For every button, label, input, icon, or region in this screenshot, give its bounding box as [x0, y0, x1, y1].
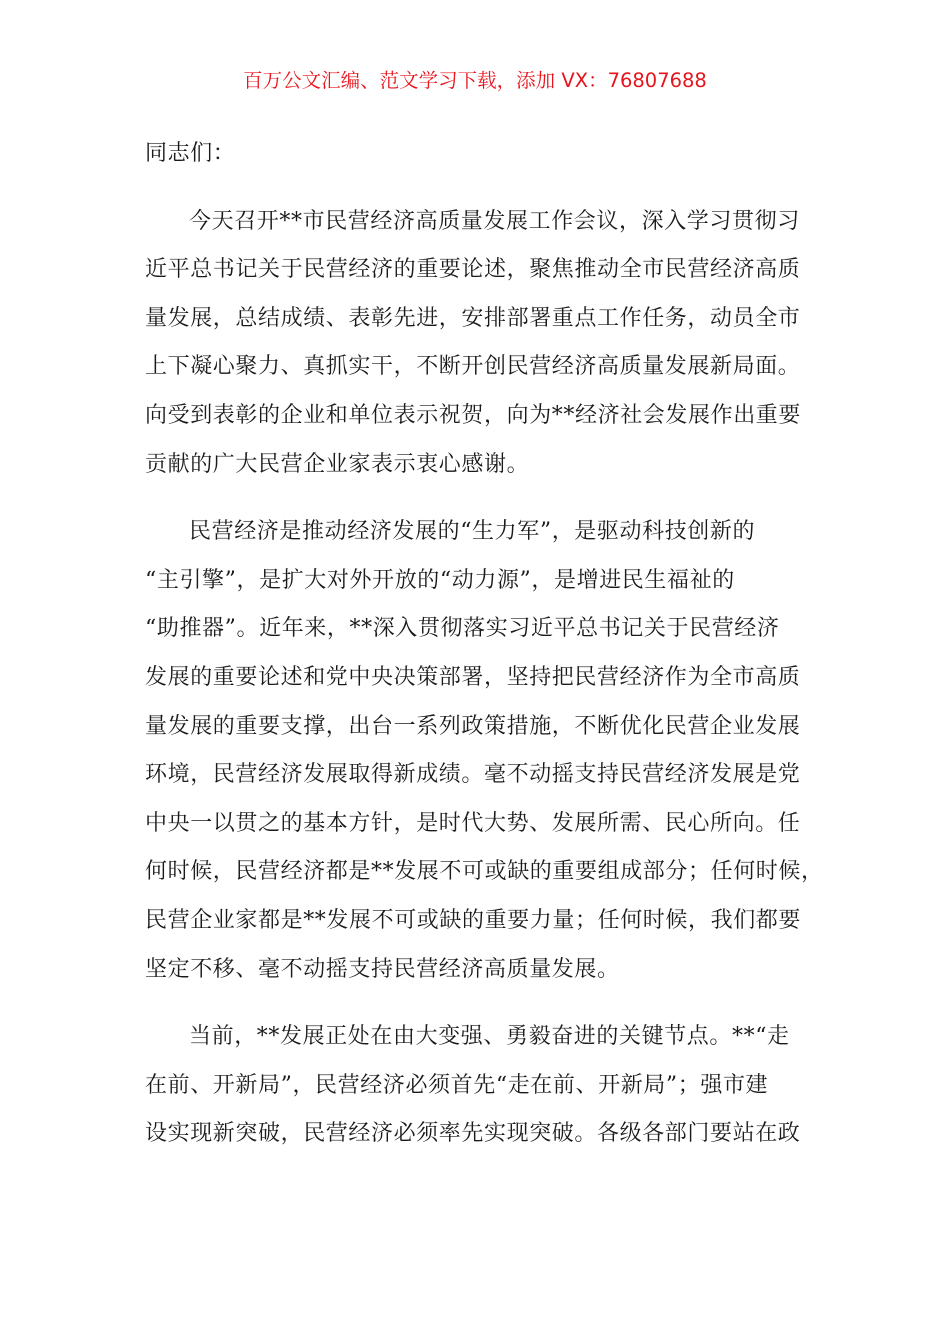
paragraph-line: “主引擎”，是扩大对外开放的“动力源”，是增进民生福祉的: [145, 567, 735, 593]
paragraph-line: 上下凝心聚力、真抓实干，不断开创民营经济高质量发展新局面。: [145, 354, 801, 380]
paragraph-gap: [145, 1001, 807, 1020]
paragraph-line: 当前，**发展正处在由大变强、勇毅奋进的关键节点。**“走: [189, 1024, 790, 1050]
paragraph-line: 设实现新突破，民营经济必须率先实现突破。各级各部门要站在政: [145, 1121, 801, 1147]
paragraph-line: 何时候，民营经济都是**发展不可或缺的重要组成部分；任何时候，: [145, 859, 824, 885]
paragraph-line: 今天召开**市民营经济高质量发展工作会议，深入学习贯彻习: [189, 208, 800, 234]
paragraph-line: 贡献的广大民营企业家表示衷心感谢。: [145, 451, 530, 477]
paragraph-line: 坚定不移、毫不动摇支持民营经济高质量发展。: [145, 956, 620, 982]
paragraph-line: 中央一以贯之的基本方针，是时代大势、发展所需、民心所向。任: [145, 810, 801, 836]
paragraph-3: [145, 1020, 807, 1166]
paragraph-line: 量发展的重要支撑，出台一系列政策措施，不断优化民营企业发展: [145, 713, 801, 739]
paragraph-gap: [145, 186, 807, 205]
paragraph-line: “助推器”。近年来，**深入贯彻落实习近平总书记关于民营经济: [145, 616, 780, 642]
paragraph-line: 在前、开新局”，民营经济必须首先“走在前、开新局”；强市建: [145, 1072, 769, 1098]
paragraph-1: [145, 205, 807, 497]
paragraph-line: 环境，民营经济发展取得新成绩。毫不动摇支持民营经济发展是党: [145, 762, 801, 788]
paragraph-line: 近平总书记关于民营经济的重要论述，聚焦推动全市民营经济高质: [145, 257, 801, 283]
paragraph-line: 量发展，总结成绩、表彰先进，安排部署重点工作任务，动员全市: [145, 305, 801, 331]
paragraph-2: [145, 515, 824, 1001]
document-body: [145, 137, 824, 1166]
paragraph-gap: [145, 496, 807, 515]
watermark-banner: 百万公文汇编、范文学习下载，添加 VX：76807688: [243, 69, 707, 92]
paragraph-line: 民营企业家都是**发展不可或缺的重要力量；任何时候，我们都要: [145, 907, 802, 933]
paragraph-line: 民营经济是推动经济发展的“生力军”，是驱动科技创新的: [189, 519, 756, 545]
paragraph-line: 发展的重要论述和党中央决策部署，坚持把民营经济作为全市高质: [145, 664, 801, 690]
paragraph-line: 向受到表彰的企业和单位表示祝贺，向为**经济社会发展作出重要: [145, 402, 802, 428]
salutation: 同志们：: [145, 141, 236, 166]
